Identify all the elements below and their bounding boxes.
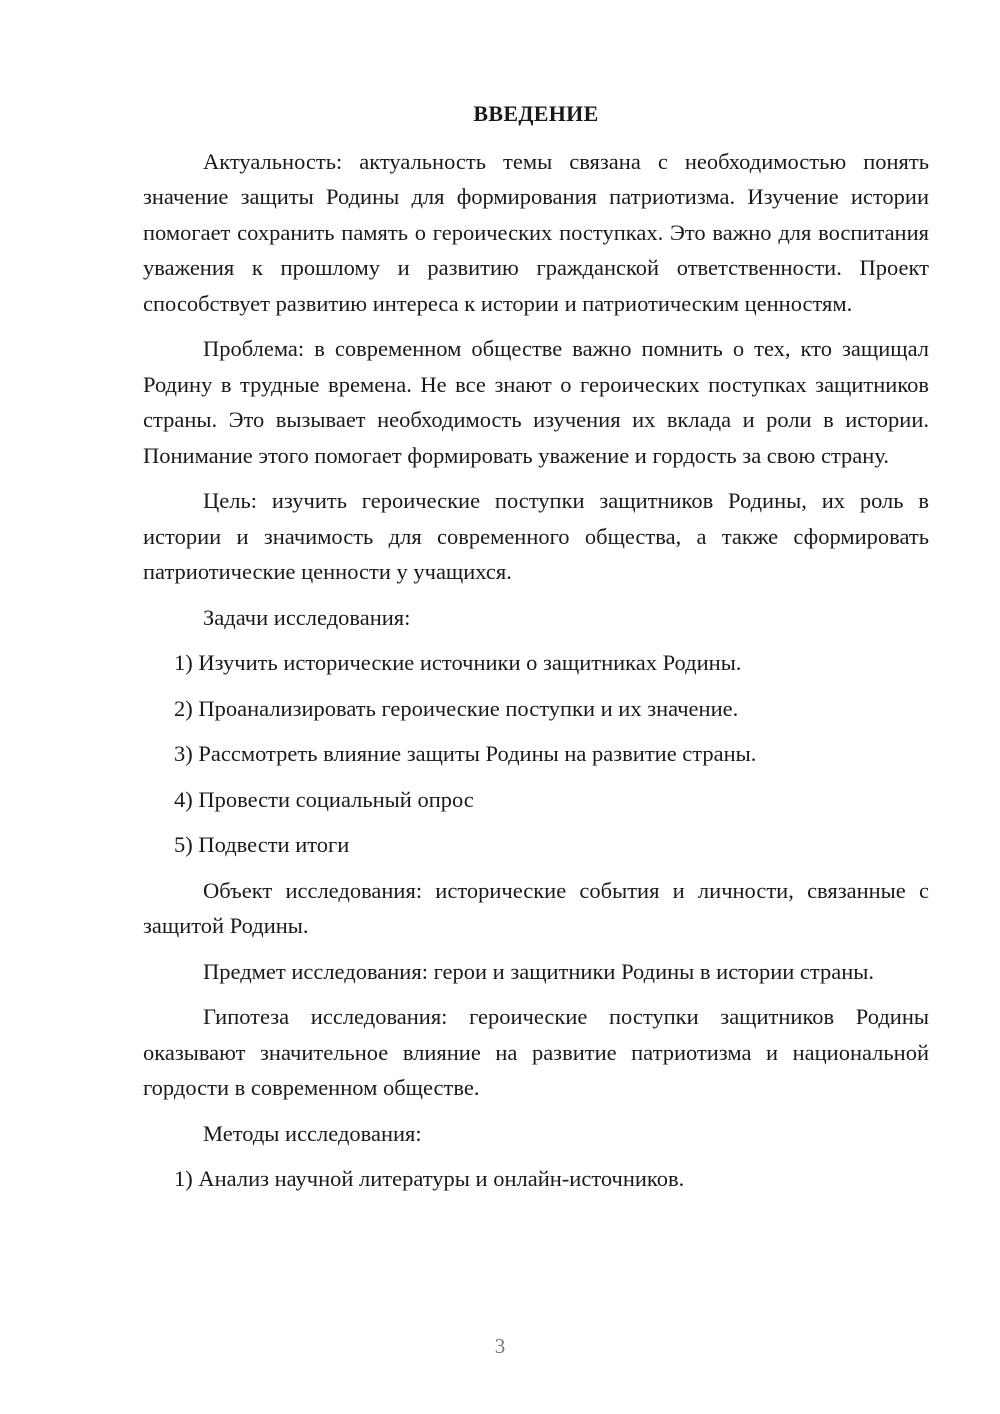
object-paragraph: Объект исследования: исторические события и личности, связанные с защитой Родины. [143,877,929,938]
task-item: 2) Проанализировать героические поступки и их значение. [174,695,739,721]
goal-paragraph: Цель: изучить героические поступки защитников Родины, их роль в истории и значимость для современного общества, а также сформировать патриотические ценности у учащихся. [143,488,929,584]
tasks-list [143,645,929,863]
method-item: 1) Анализ научной литературы и онлайн-источников. [174,1166,685,1191]
methods-list [143,1161,929,1197]
task-item: 5) Подвести итоги [174,832,350,857]
task-item: 1) Изучить исторические источники о защитниках Родины. [174,650,742,675]
relevance-paragraph: Актуальность: актуальность темы связана с необходимостью понять значение защиты Родины для формирования патриотизма. Изучение истории помогает сохранить память о героических поступках. Это важно для воспитания уважения к прошлому и развитию гражданской ответственности. Проект способствует развитию интереса к истории и патриотическим ценностям. [143,148,929,316]
methods-title: Методы исследования: [203,1120,422,1146]
page-number: 3 [494,1334,506,1358]
problem-paragraph: Проблема: в современном обществе важно помнить о тех, кто защищал Родину в трудные времена. Не все знают о героических поступках защитников страны. Это вызывает необходимость изучения их вклада и роли в истории. Понимание этого помогает формировать уважение и гордость за свою страну. [143,336,929,468]
document-page [143,96,929,1207]
task-item: 4) Провести социальный опрос [174,786,474,812]
subject-paragraph: Предмет исследования: герои и защитники Родины в истории страны. [203,958,875,984]
tasks-title: Задачи исследования: [203,604,411,630]
hypothesis-paragraph: Гипотеза исследования: героические поступки защитников Родины оказывают значительное влияние на развитие патриотизма и национальной гордости в современном обществе. [143,1004,929,1100]
section-heading: ВВЕДЕНИЕ [473,101,599,126]
task-item: 3) Рассмотреть влияние защиты Родины на развитие страны. [174,741,757,766]
